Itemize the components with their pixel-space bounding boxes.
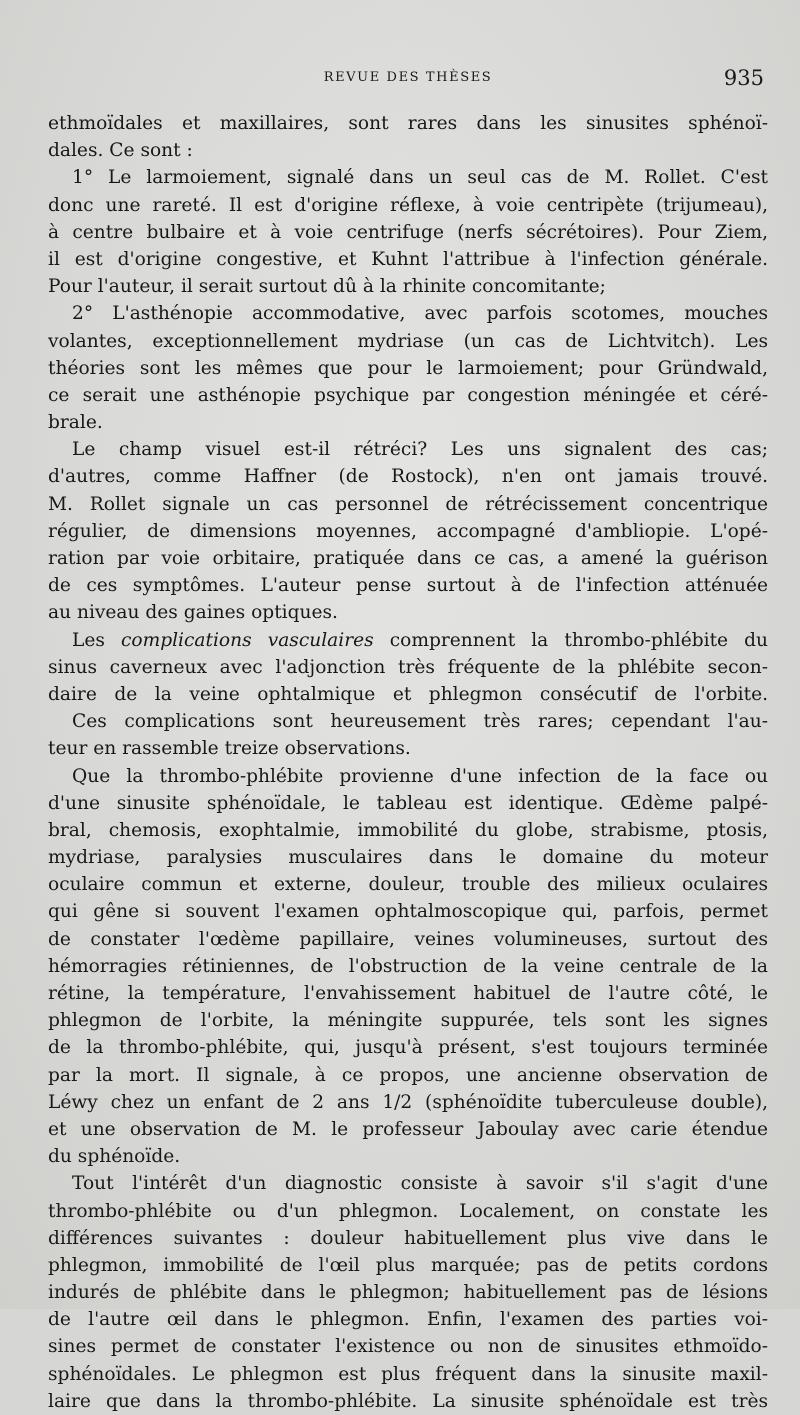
text-line: du sphénoïde. <box>48 1146 181 1168</box>
text-line: Léwy chez un enfant de 2 ans 1/2 (sphénoïdite tuberculeuse double), <box>48 1091 768 1113</box>
text-line <box>48 627 768 654</box>
text-line: indurés de phlébite dans le phlegmon; habituellement pas de lésions <box>48 1282 768 1304</box>
text-line: laire que dans la thrombo-phlébite. La sinusite sphénoïdale est très <box>48 1390 768 1412</box>
text-line: d'une sinusite sphénoïdale, le tableau est identique. Œdème palpé- <box>48 792 768 814</box>
text-line: de constater l'œdème papillaire, veines volumineuses, surtout des <box>48 928 768 950</box>
text-line: par la mort. Il signale, à ce propos, une ancienne observation de <box>48 1064 768 1086</box>
text-line: mydriase, paralysies musculaires dans le domaine du moteur <box>48 847 768 869</box>
text-line: brale. <box>48 412 103 434</box>
text-line: de la thrombo-phlébite, qui, jusqu'à présent, s'est toujours terminée <box>48 1037 768 1059</box>
text-line: sinus caverneux avec l'adjonction très fréquente de la phlébite secon- <box>48 656 768 678</box>
text-line: Ces complications sont heureusement très rares; cependant l'au- <box>72 711 768 733</box>
text-line: il est d'origine congestive, et Kuhnt l'attribue à l'infection générale. <box>48 248 768 270</box>
text-line: ethmoïdales et maxillaires, sont rares dans les sinusites sphénoï- <box>48 113 768 134</box>
running-head <box>48 68 768 98</box>
text-line: oculaire commun et externe, douleur, trouble des milieux oculaires <box>48 874 768 896</box>
text-line: ration par voie orbitaire, pratiquée dans ce cas, a amené la guérison <box>48 548 768 569</box>
running-title: REVUE DES THÈSES <box>323 70 493 85</box>
text-line: sphénoïdales. Le phlegmon est plus fréquent dans la sinusite maxil- <box>48 1363 768 1385</box>
text-line: rétine, la température, l'envahissement habituel de l'autre côté, le <box>48 983 768 1004</box>
text-line: daire de la veine ophtalmique et phlegmon consécutif de l'orbite. <box>48 683 768 705</box>
text-line: dales. Ce sont : <box>48 140 193 162</box>
text-line: qui gêne si souvent l'examen ophtalmoscopique qui, parfois, permet <box>48 901 768 923</box>
text-line: volantes, exceptionnellement mydriase (un cas de Lichtvitch). Les <box>48 330 768 352</box>
text-line: teur en rassemble treize observations. <box>48 738 411 760</box>
text-line: Pour l'auteur, il serait surtout dû à la rhinite concomitante; <box>48 276 606 298</box>
text-segment: Les <box>72 629 121 651</box>
body-text <box>48 110 768 1415</box>
text-line: Tout l'intérêt d'un diagnostic consiste à savoir s'il s'agit d'une <box>72 1173 768 1195</box>
text-line: Le champ visuel est-il rétréci? Les uns signalent des cas; <box>72 439 768 461</box>
italic-term: complications vasculaires <box>120 629 374 651</box>
text-line: sines permet de constater l'existence ou non de sinusites ethmoïdo- <box>48 1336 768 1358</box>
text-line: différences suivantes : douleur habituellement plus vive dans le <box>48 1227 768 1249</box>
text-line: à centre bulbaire et à voie centrifuge (nerfs sécrétoires). Pour Ziem, <box>48 221 768 243</box>
text-line: régulier, de dimensions moyennes, accompagné d'ambliopie. L'opé- <box>48 520 768 542</box>
text-line: M. Rollet signale un cas personnel de rétrécissement concentrique <box>48 493 768 515</box>
text-line: bral, chemosis, exophtalmie, immobilité du globe, strabisme, ptosis, <box>48 819 768 841</box>
text-line: 1° Le larmoiement, signalé dans un seul cas de M. Rollet. C'est <box>72 167 768 189</box>
text-line: et une observation de M. le professeur Jaboulay avec carie étendue <box>48 1118 768 1140</box>
text-line: donc une rareté. Il est d'origine réflexe, à voie centripète (trijumeau), <box>48 194 768 216</box>
text-line: d'autres, comme Haffner (de Rostock), n'en ont jamais trouvé. <box>48 466 768 488</box>
text-line: phlegmon de l'orbite, la méningite suppurée, tels sont les signes <box>48 1010 768 1032</box>
text-line: Que la thrombo-phlébite provienne d'une infection de la face ou <box>72 765 768 787</box>
text-line: de ces symptômes. L'auteur pense surtout à de l'infection atténuée <box>48 575 768 597</box>
text-line: au niveau des gaines optiques. <box>48 602 338 624</box>
text-line: de l'autre œil dans le phlegmon. Enfin, l'examen des parties voi- <box>48 1309 768 1331</box>
text-line: phlegmon, immobilité de l'œil plus marquée; pas de petits cordons <box>48 1254 768 1276</box>
text-segment: comprennent la thrombo-phlébite du <box>373 629 768 651</box>
text-line: hémorragies rétiniennes, de l'obstruction de la veine centrale de la <box>48 955 768 977</box>
text-line: 2° L'asthénopie accommodative, avec parfois scotomes, mouches <box>72 303 768 325</box>
text-line: théories sont les mêmes que pour le larmoiement; pour Gründwald, <box>48 357 768 379</box>
text-line: thrombo-phlébite ou d'un phlegmon. Localement, on constate les <box>48 1200 768 1222</box>
page-number: 935 <box>723 66 764 90</box>
text-line: ce serait une asthénopie psychique par congestion méningée et céré- <box>48 384 768 406</box>
